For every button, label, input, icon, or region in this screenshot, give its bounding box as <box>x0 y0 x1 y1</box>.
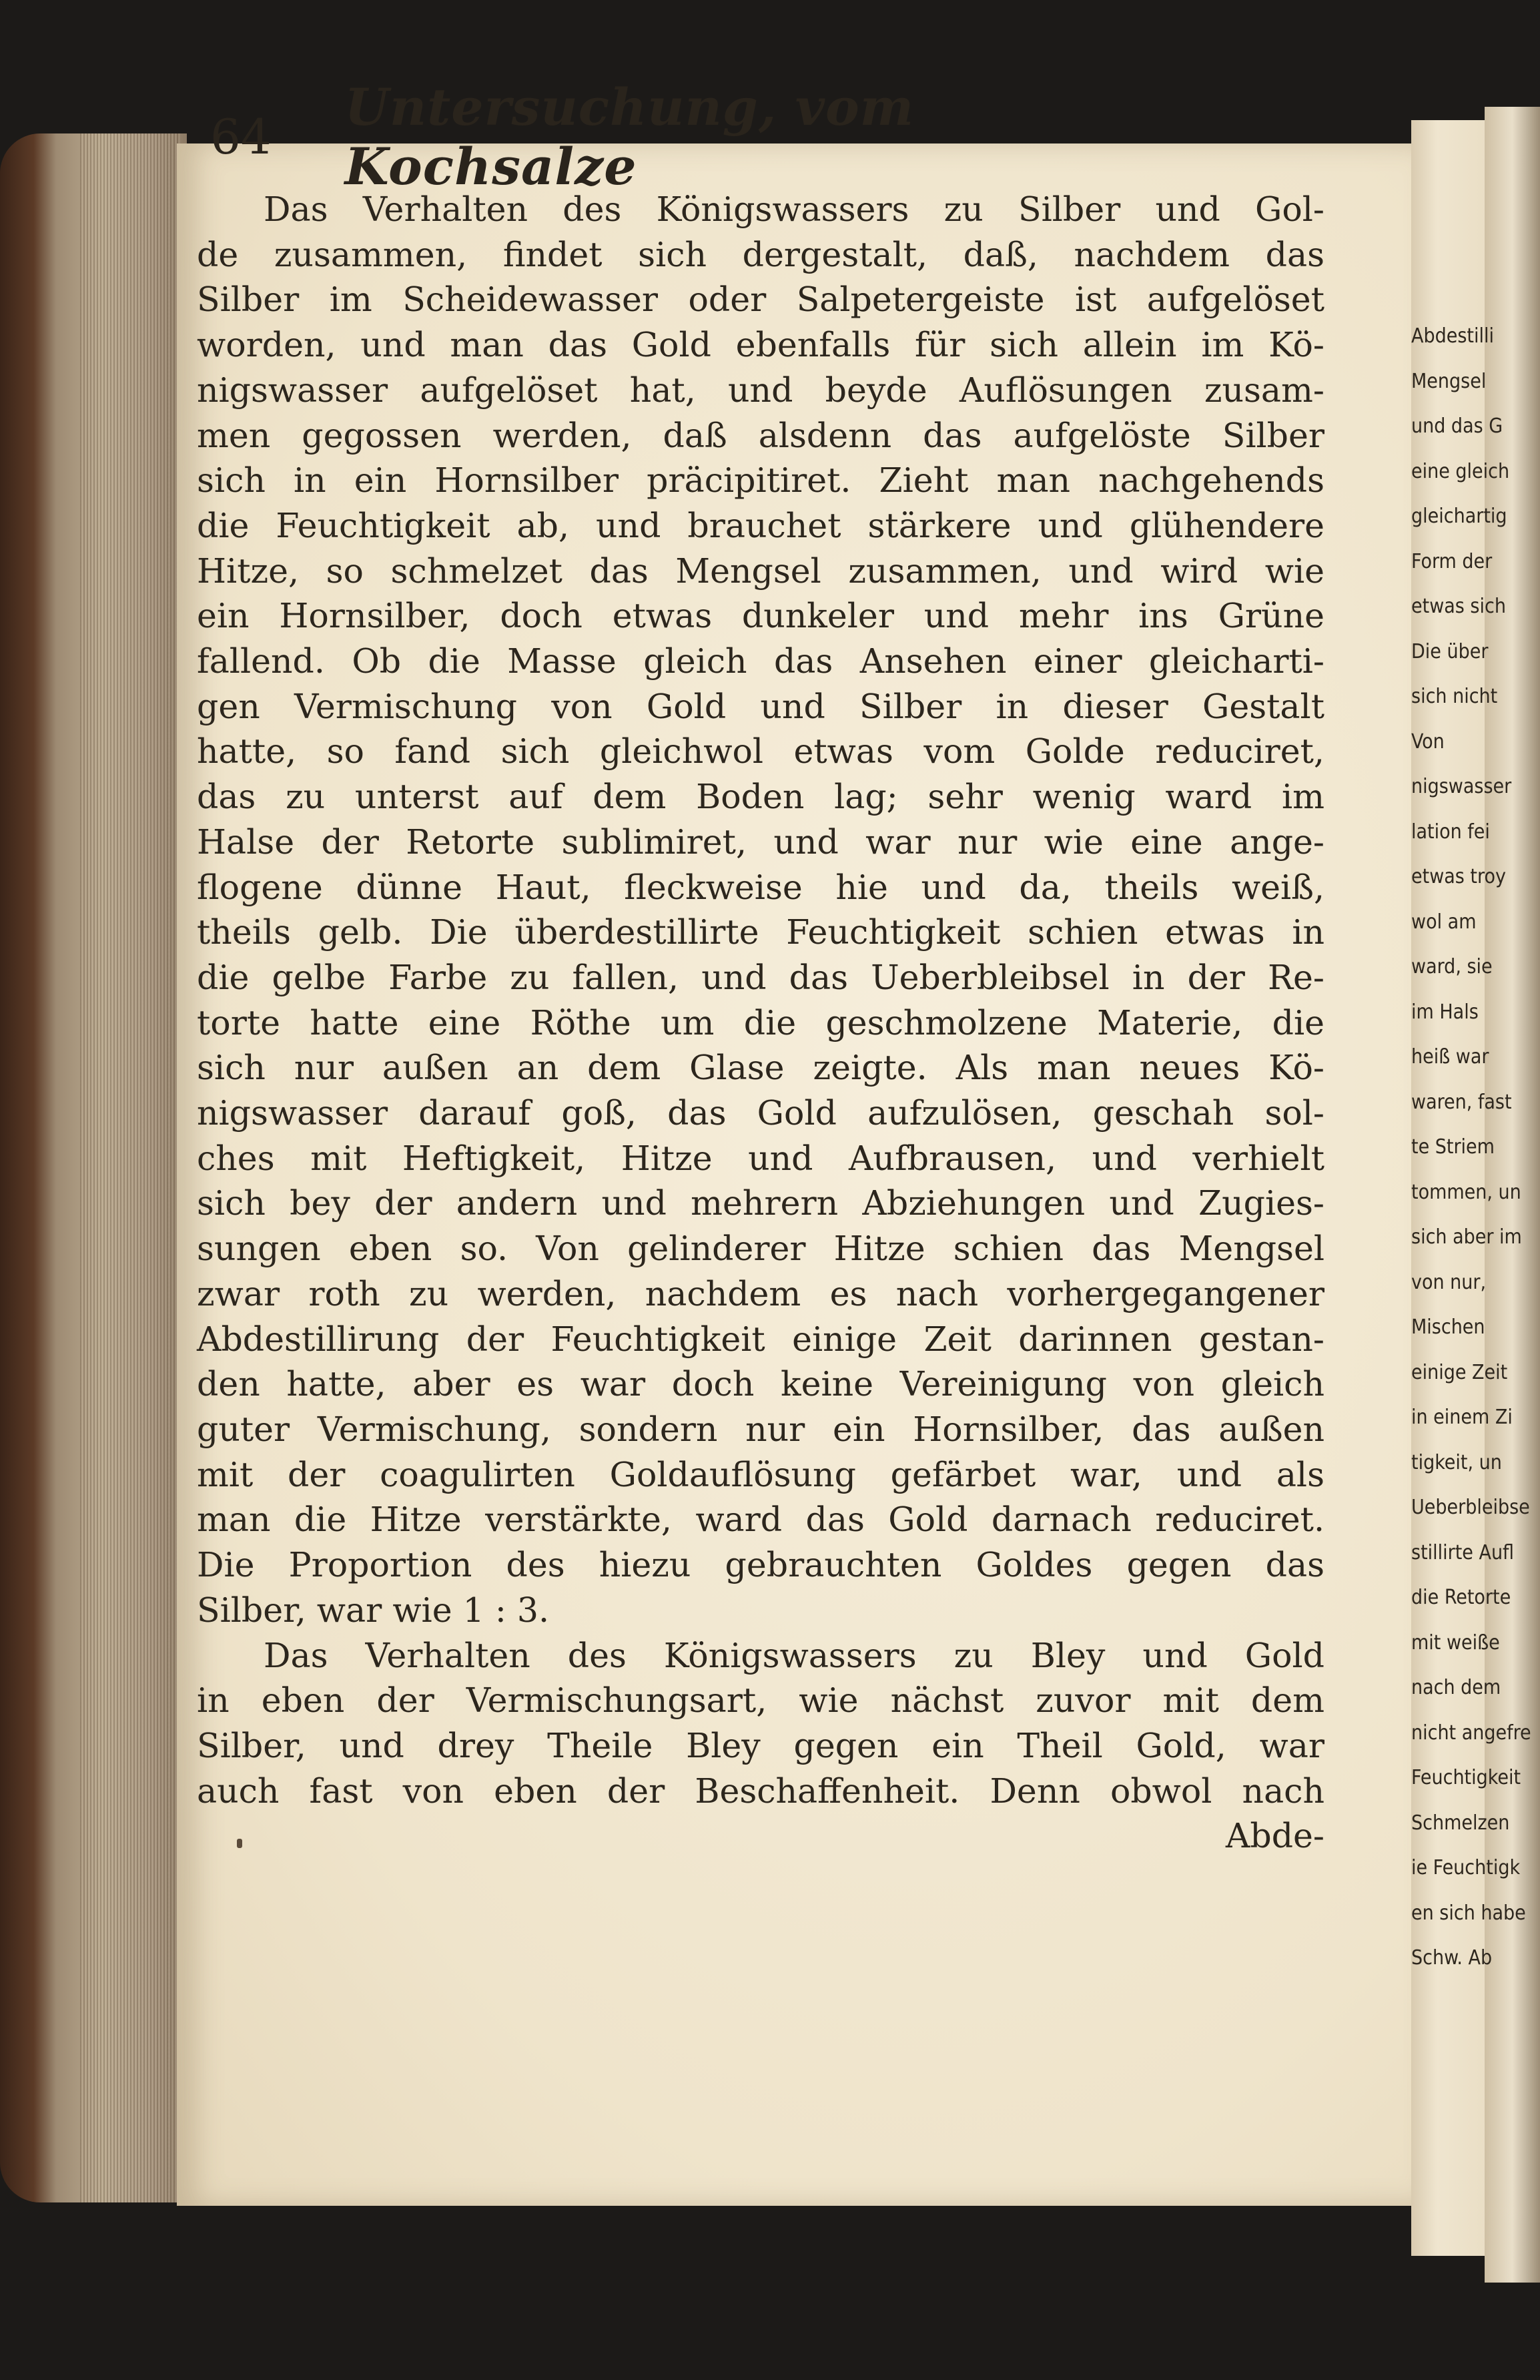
body-text <box>197 187 1324 1859</box>
text-line: worden, und man das Gold ebenfalls für sich allein im Kö- <box>197 325 1324 365</box>
facing-fragment: nach dem <box>1411 1676 1501 1699</box>
facing-fragment: ward, sie <box>1411 955 1493 978</box>
facing-fragment: tigkeit, un <box>1411 1450 1502 1474</box>
text-line: theils gelb. Die überdestillirte Feuchtigkeit schien etwas in <box>197 912 1324 952</box>
running-title: Untersuchung, vom Kochsalze <box>344 77 915 196</box>
text-line: nigswasser darauf goß, das Gold aufzulösen, geschah sol- <box>197 1093 1324 1133</box>
text-line: ches mit Heftigkeit, Hitze und Aufbrausen, und verhielt <box>197 1138 1324 1178</box>
facing-fragment: Von <box>1411 729 1445 754</box>
text-line: mit der coagulirten Goldauflösung gefärbet war, und als <box>197 1454 1324 1494</box>
book-block-edge <box>0 133 187 2202</box>
text-line: Abdestillirung der Feuchtigkeit einige Zeit darinnen gestan- <box>197 1319 1324 1359</box>
text-line: gen Vermischung von Gold und Silber in dieser Gestalt <box>197 686 1324 726</box>
text-line: die gelbe Farbe zu fallen, und das Ueberbleibsel in der Re- <box>197 957 1324 997</box>
facing-fragment: Schmelzen <box>1411 1811 1510 1835</box>
text-line: die Feuchtigkeit ab, und brauchet stärkere und glühendere <box>197 505 1324 545</box>
facing-fragment: Mengsel <box>1411 369 1487 393</box>
text-line: torte hatte eine Röthe um die geschmolzene Materie, die <box>197 1002 1324 1043</box>
facing-fragment: Schw. Ab <box>1411 1946 1493 1970</box>
facing-fragment: waren, fast <box>1411 1090 1512 1114</box>
text-line: das zu unterst auf dem Boden lag; sehr wenig ward im <box>197 777 1324 817</box>
facing-fragment: mit weiße <box>1411 1630 1500 1655</box>
facing-fragment: lation fei <box>1411 820 1490 844</box>
text-line: sich nur außen an dem Glase zeigte. Als man neues Kö- <box>197 1048 1324 1088</box>
text-line: men gegossen werden, daß alsdenn das aufgelöste Silber <box>197 415 1324 455</box>
text-line: sich bey der andern und mehrern Abziehungen und Zugies- <box>197 1183 1324 1223</box>
text-line: man die Hitze verstärkte, ward das Gold darnach reduciret. <box>197 1500 1324 1540</box>
text-line: Silber, und drey Theile Bley gegen ein Theil Gold, war <box>197 1725 1324 1765</box>
facing-fragment: die Retorte <box>1411 1586 1511 1609</box>
facing-fragment: sich nicht <box>1411 685 1498 708</box>
facing-fragment: nicht angefre <box>1411 1721 1531 1745</box>
text-line: Die Proportion des hiezu gebrauchten Goldes gegen das <box>197 1545 1324 1585</box>
text-line: Silber, war wie 1 : 3. <box>197 1590 550 1630</box>
text-line: sungen eben so. Von gelinderer Hitze schien das Mengsel <box>197 1229 1324 1269</box>
ink-mark <box>237 1839 242 1848</box>
text-line: nigswasser aufgelöset hat, und beyde Auflösungen zusam- <box>197 370 1324 410</box>
facing-fragment: in einem Zi <box>1411 1406 1513 1429</box>
facing-fragment: gleichartig <box>1411 505 1507 528</box>
text-line: ein Hornsilber, doch etwas dunkeler und mehr ins Grüne <box>197 596 1324 636</box>
facing-fragment: en sich habe <box>1411 1901 1526 1925</box>
facing-fragment: heiß war <box>1411 1045 1489 1069</box>
text-line: in eben der Vermischungsart, wie nächst zuvor mit dem <box>197 1681 1324 1721</box>
facing-fragment: im Hals <box>1411 1000 1479 1024</box>
facing-fragment: Abdestilli <box>1411 324 1494 348</box>
text-line: guter Vermischung, sondern nur ein Hornsilber, das außen <box>197 1409 1324 1449</box>
text-line: auch fast von eben der Beschaffenheit. Denn obwol nach <box>197 1771 1324 1811</box>
facing-fragment: etwas sich <box>1411 595 1506 618</box>
text-line: Hitze, so schmelzet das Mengsel zusammen, und wird wie <box>197 551 1324 591</box>
facing-fragment: eine gleich <box>1411 459 1510 483</box>
text-line: flogene dünne Haut, fleckweise hie und da, theils weiß, <box>197 867 1324 907</box>
facing-fragment: Ueberbleibse <box>1411 1496 1530 1519</box>
facing-page-text <box>1411 314 1540 1981</box>
facing-fragment: stillirte Aufl <box>1411 1540 1515 1564</box>
page-number: 64 <box>210 109 272 165</box>
facing-fragment: etwas troy <box>1411 865 1506 888</box>
text-line: Silber im Scheidewasser oder Salpetergeiste ist aufgelöset <box>197 280 1324 320</box>
facing-fragment: tommen, un <box>1411 1180 1521 1204</box>
facing-fragment: nigswasser <box>1411 775 1512 798</box>
catchword: Abde- <box>1225 1816 1324 1856</box>
facing-fragment: Die über <box>1411 639 1489 663</box>
text-line: Das Verhalten des Königswassers zu Silber und Gol- <box>264 190 1324 229</box>
text-line: zwar roth zu werden, nachdem es nach vorhergegangener <box>197 1273 1324 1313</box>
facing-fragment: sich aber im <box>1411 1225 1522 1249</box>
text-line: fallend. Ob die Masse gleich das Ansehen einer gleicharti- <box>197 641 1324 681</box>
text-line: hatte, so fand sich gleichwol etwas vom Golde reduciret, <box>197 731 1324 772</box>
page-header <box>210 77 1184 196</box>
text-line: den hatte, aber es war doch keine Vereinigung von gleich <box>197 1364 1324 1404</box>
facing-fragment: von nur, <box>1411 1270 1487 1294</box>
facing-fragment: Form der <box>1411 549 1493 573</box>
text-line: sich in ein Hornsilber präcipitiret. Zieht man nachgehends <box>197 461 1324 501</box>
text-line: de zusammen, findet sich dergestalt, daß, nachdem das <box>197 234 1324 274</box>
facing-fragment: und das G <box>1411 414 1503 438</box>
facing-fragment: einige Zeit <box>1411 1360 1508 1384</box>
text-line: Halse der Retorte sublimiret, und war nur wie eine ange- <box>197 822 1324 862</box>
facing-fragment: wol am <box>1411 910 1477 934</box>
text-line: Das Verhalten des Königswassers zu Bley und Gold <box>264 1635 1324 1675</box>
facing-fragment: Mischen <box>1411 1315 1485 1339</box>
facing-fragment: ie Feuchtigk <box>1411 1856 1521 1879</box>
facing-fragment: te Striem <box>1411 1135 1495 1159</box>
facing-fragment: Feuchtigkeit <box>1411 1766 1521 1789</box>
